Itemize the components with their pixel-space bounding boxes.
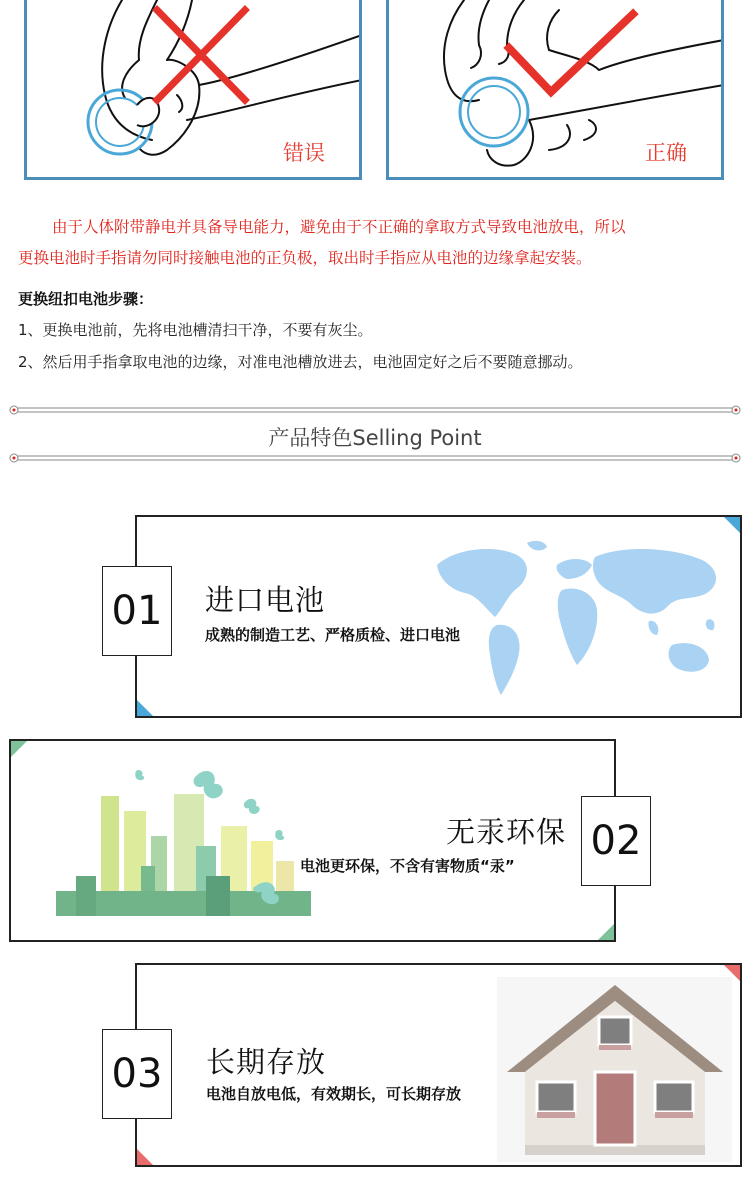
correct-label: 正确 (645, 141, 687, 165)
feature-number-3: 03 (102, 1029, 172, 1119)
correct-grip-panel (386, 0, 724, 180)
feature-title-3: 长期存放 (206, 1045, 327, 1079)
feature-number-1: 01 (102, 566, 172, 656)
feature-title-1: 进口电池 (205, 583, 326, 617)
corner-accent-top-right (724, 965, 740, 981)
static-warning-line-1: 由于人体附带静电并具备导电能力，避免由于不正确的拿取方式导致电池放电，所以 (52, 218, 626, 236)
corner-accent-top-right (724, 517, 740, 533)
feature-subtitle-1: 成熟的制造工艺、严格质检、进口电池 (205, 626, 461, 644)
house-image (497, 977, 732, 1162)
green-city-image (46, 766, 316, 921)
corner-accent-bottom-left (137, 1149, 153, 1165)
corner-accent-top-left (11, 741, 27, 757)
steps-title: 更换纽扣电池步骤： (18, 290, 154, 308)
static-warning-line-2: 更换电池时手指请勿同时接触电池的正负极，取出时手指应从电池的边缘拿起安装。 (18, 249, 592, 267)
feature-subtitle-2: 电池更环保，不含有害物质“汞” (300, 857, 515, 875)
corner-accent-bottom-left (137, 700, 153, 716)
feature-number-2: 02 (581, 796, 651, 886)
step-1: 1、更换电池前，先将电池槽清扫干净，不要有灰尘。 (18, 321, 373, 339)
decorative-rail-bottom (8, 453, 742, 463)
feature-subtitle-3: 电池自放电低，有效期长，可长期存放 (206, 1085, 462, 1103)
step-2: 2、然后用手指拿取电池的边缘，对准电池槽放进去，电池固定好之后不要随意挪动。 (18, 353, 583, 371)
wrong-grip-panel (24, 0, 362, 180)
wrong-label: 错误 (283, 141, 325, 165)
world-map-image (417, 535, 737, 710)
feature-title-2: 无汞环保 (446, 815, 567, 849)
corner-accent-bottom-right (598, 924, 614, 940)
decorative-rail-top (8, 405, 742, 415)
section-title: 产品特色Selling Point (268, 426, 482, 450)
